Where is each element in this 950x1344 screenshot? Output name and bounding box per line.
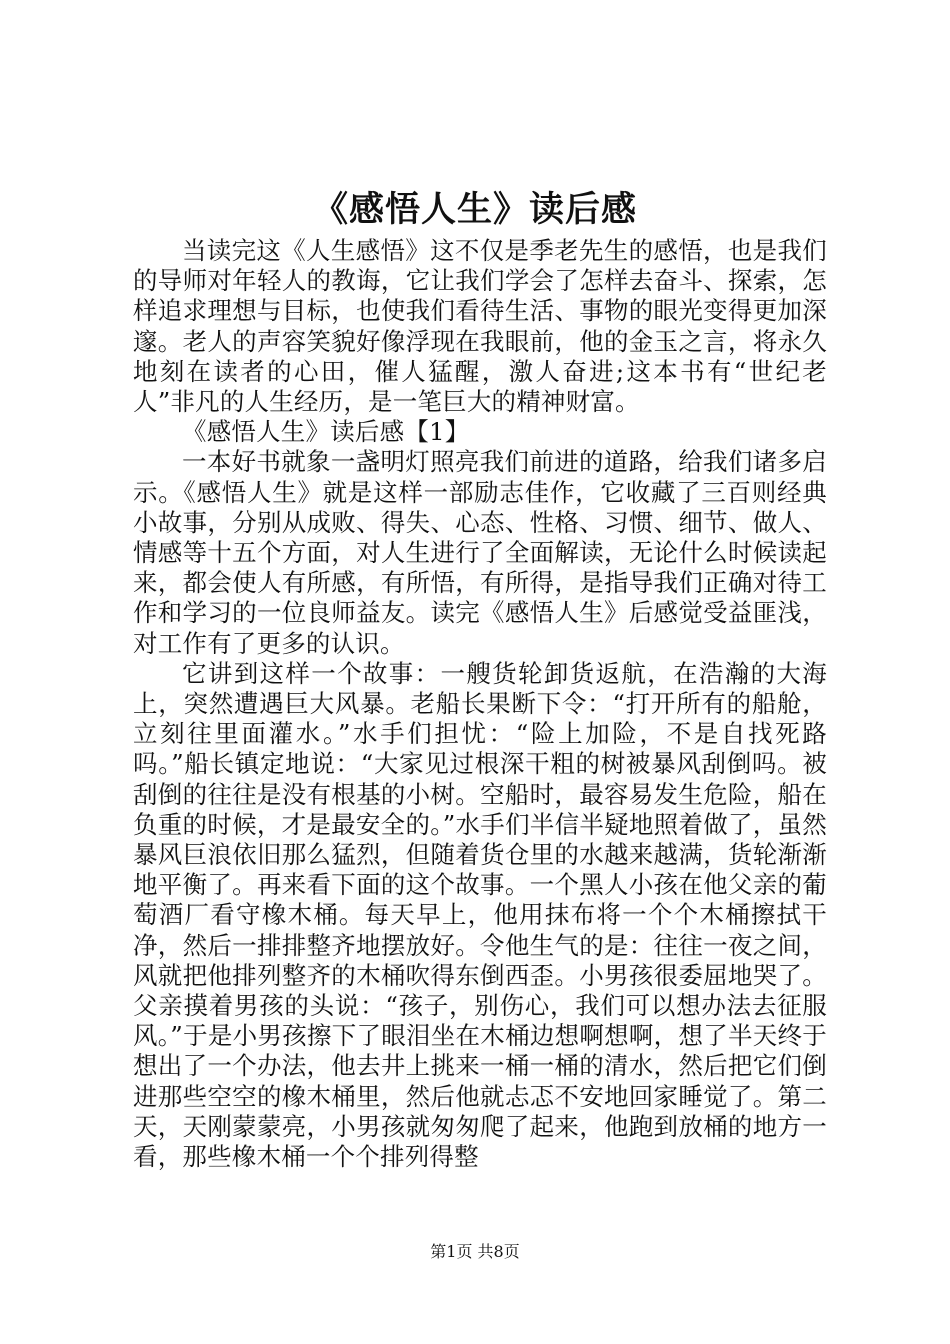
paragraph-book-summary: 一本好书就象一盏明灯照亮我们前进的道路，给我们诸多启示。《感悟人生》就是这样一部励志佳作，它收藏了三百则经典小故事，分别从成败、得失、心态、性格、习惯、细节、做人、情感等十五个方面，对人生进行了全面解读，无论什么时候读起来，都会使人有所感，有所悟，有所得，是指导我们正确对待工作和学习的一位良师益友。读完《感悟人生》后感觉受益匪浅，对工作有了更多的认识。 [133,447,827,658]
document-title: 《感悟人生》读后感 [312,189,637,230]
page-footer: 第1页 共8页 [430,1242,520,1261]
document-body [133,236,827,1172]
paragraph-stories: 它讲到这样一个故事：一艘货轮卸货返航，在浩瀚的大海上，突然遭遇巨大风暴。老船长果断下令：“打开所有的船舱，立刻往里面灌水。”水手们担忧：“险上加险，不是自找死路吗。”船长镇定地说：“大家见过根深干粗的树被暴风刮倒吗。被刮倒的往往是没有根基的小树。空船时，最容易发生危险，船在负重的时候，才是最安全的。”水手们半信半疑地照着做了，虽然暴风巨浪依旧那么猛烈，但随着货仓里的水越来越满，货轮渐渐地平衡了。再来看下面的这个故事。一个黑人小孩在他父亲的葡萄酒厂看守橡木桶。每天早上，他用抹布将一个个木桶擦拭干净，然后一排排整齐地摆放好。令他生气的是：往往一夜之间，风就把他排列整齐的木桶吹得东倒西歪。小男孩很委屈地哭了。父亲摸着男孩的头说：“孩子，别伤心，我们可以想办法去征服风。”于是小男孩擦下了眼泪坐在木桶边想啊想啊，想了半天终于想出了一个办法，他去井上挑来一桶一桶的清水，然后把它们倒进那些空空的橡木桶里，然后他就忐忑不安地回家睡觉了。第二天，天刚蒙蒙亮，小男孩就匆匆爬了起来，他跑到放桶的地方一看，那些橡木桶一个个排列得整 [133,658,827,1172]
paragraph-intro: 当读完这《人生感悟》这不仅是季老先生的感悟，也是我们的导师对年轻人的教诲，它让我们学会了怎样去奋斗、探索，怎样追求理想与目标，也使我们看待生活、事物的眼光变得更加深邃。老人的声容笑貌好像浮现在我眼前，他的金玉之言，将永久地刻在读者的心田，催人猛醒，激人奋进;这本书有“世纪老人”非凡的人生经历，是一笔巨大的精神财富。 [133,236,827,417]
section-heading: 《感悟人生》读后感【1】 [182,417,470,447]
